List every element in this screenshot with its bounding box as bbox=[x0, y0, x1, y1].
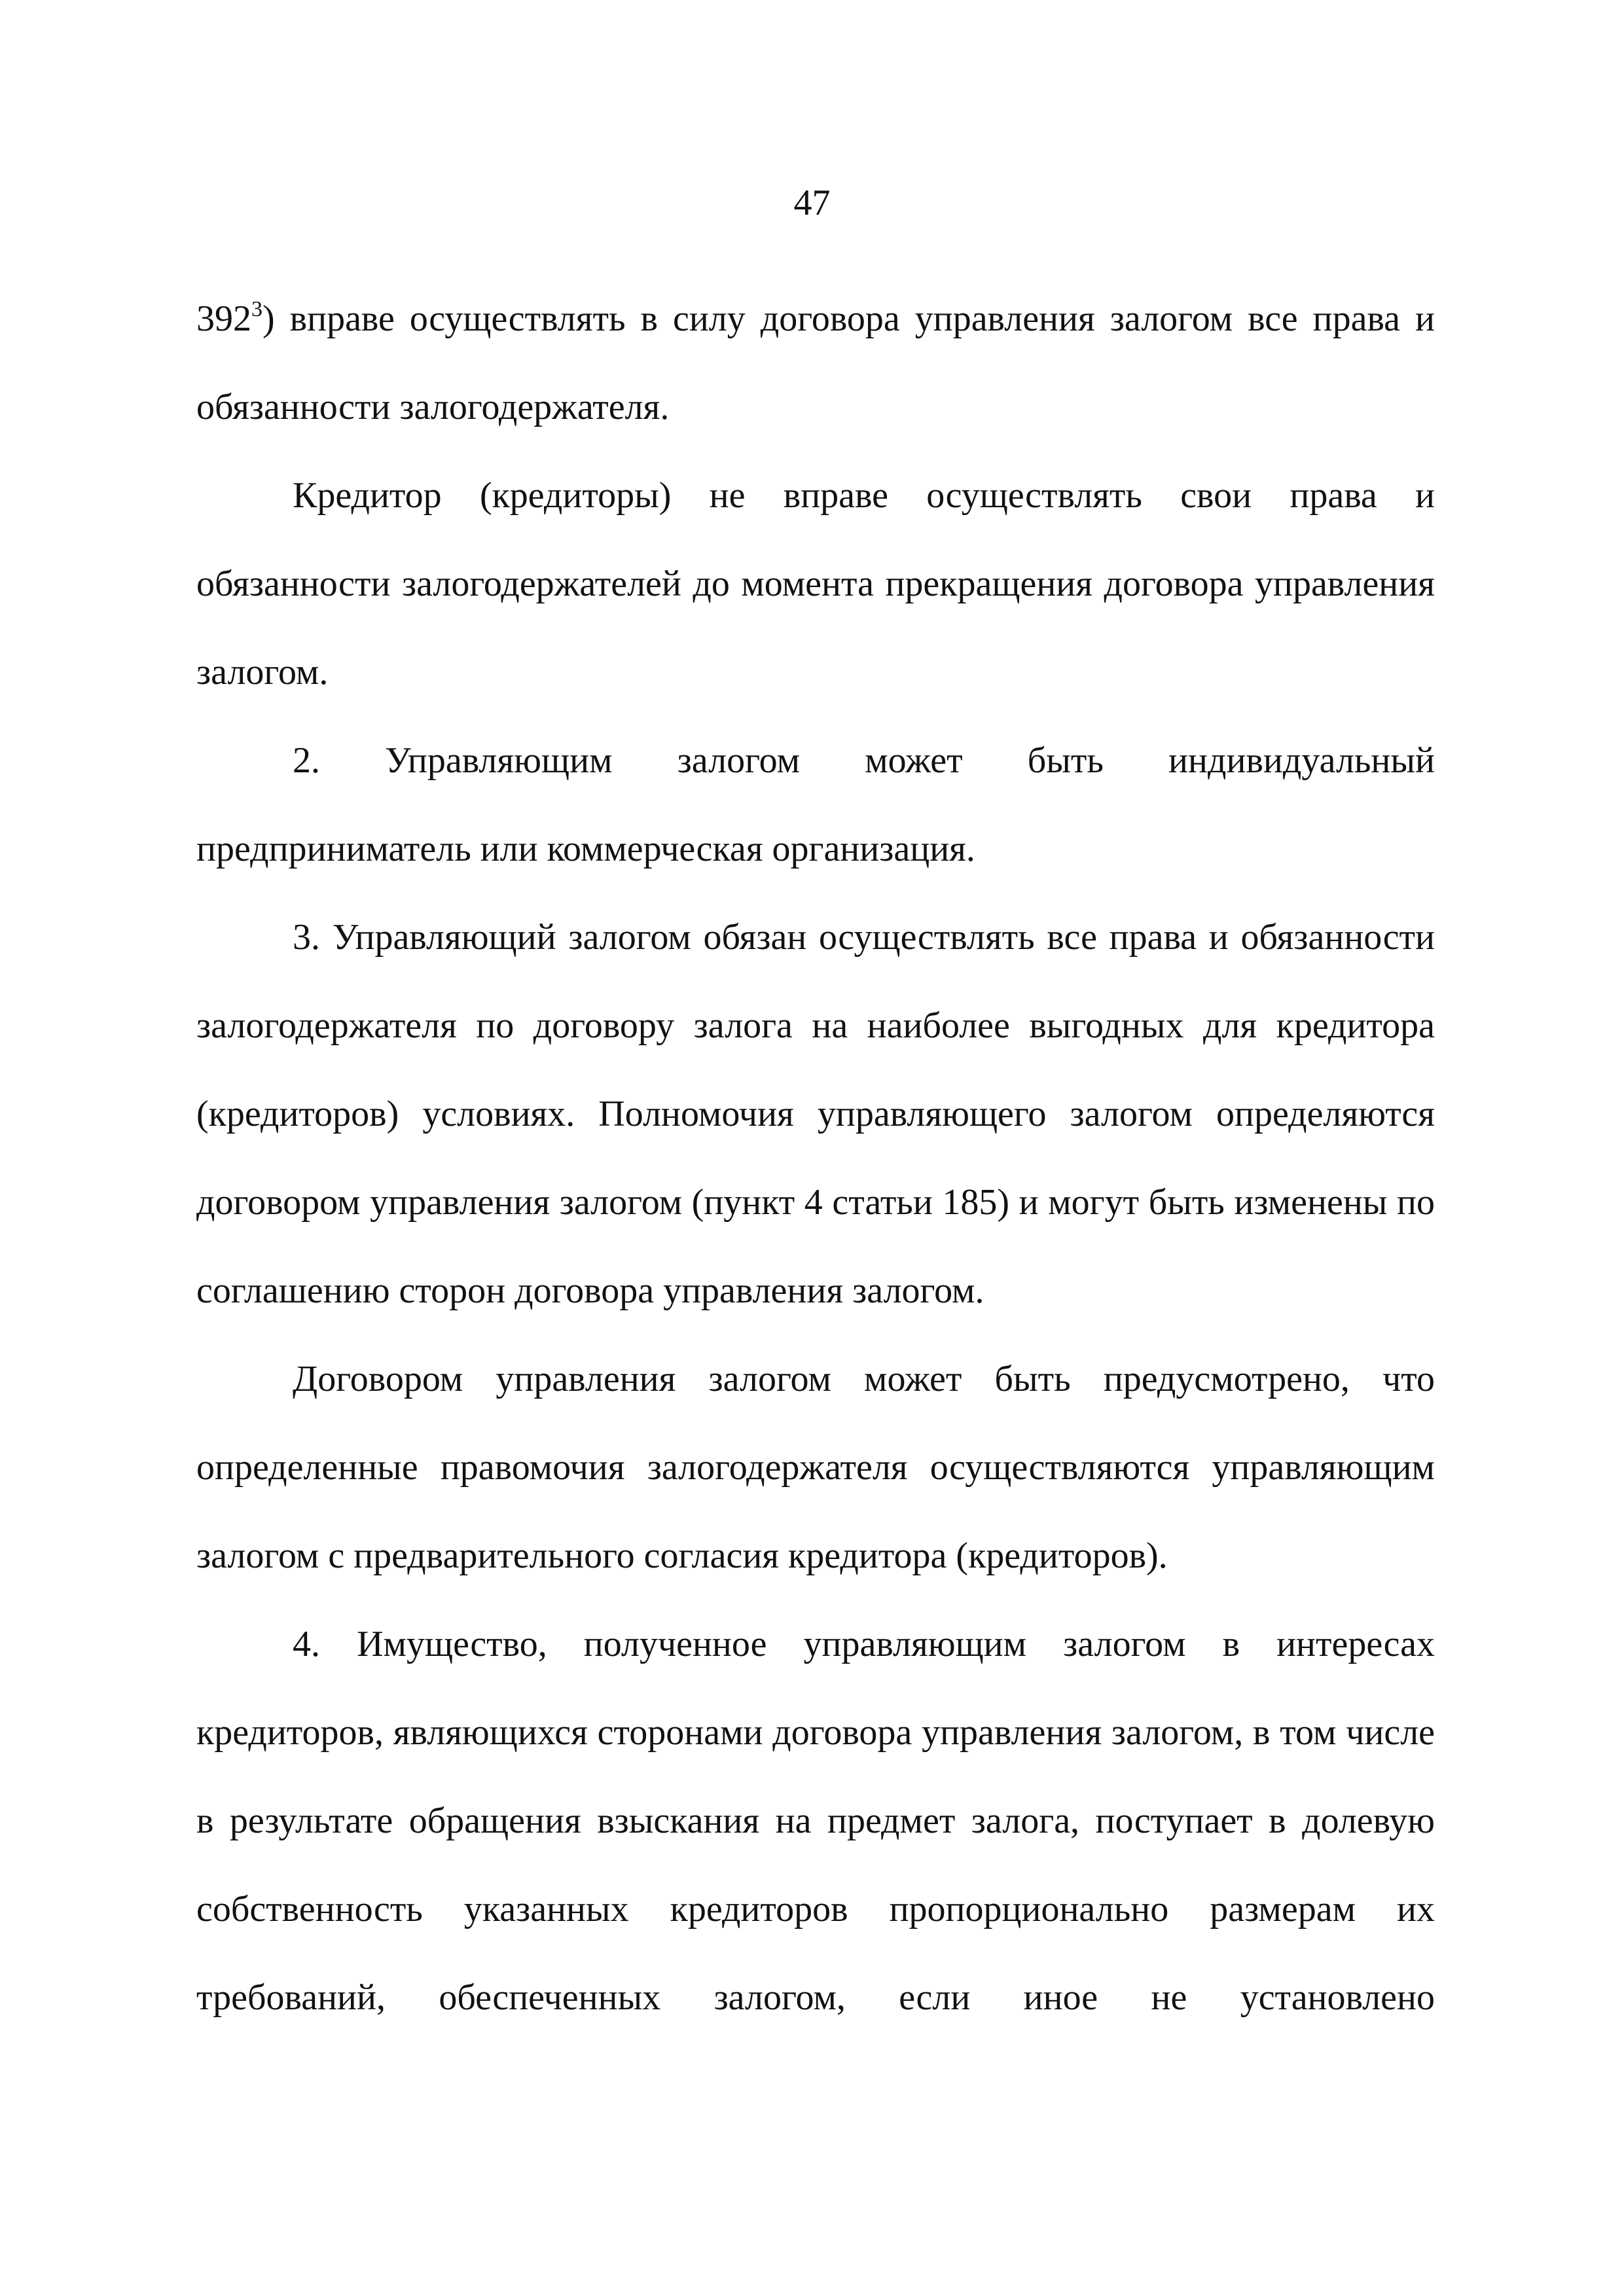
page-number: 47 bbox=[793, 183, 831, 223]
paragraph-1-text: ) вправе осуществлять в силу договора управления залогом все права и обязанности залогодержателя. bbox=[196, 298, 1435, 427]
article-superscript: 3 bbox=[251, 297, 262, 321]
paragraph-5: Договором управления залогом может быть предусмотрено, что определенные правомочия залогодержателя осуществляются управляющим залогом с предварительного согласия кредитора (кредиторов). bbox=[196, 1359, 1435, 1576]
paragraph-1 bbox=[196, 275, 1435, 452]
paragraph-2: Кредитор (кредиторы) не вправе осуществлять свои права и обязанности залогодержателей до момента прекращения договора управления залогом. bbox=[196, 475, 1435, 692]
paragraph-3: 2. Управляющим залогом может быть индивидуальный предприниматель или коммерческая организация. bbox=[196, 740, 1435, 869]
paragraph-6: 4. Имущество, полученное управляющим залогом в интересах кредиторов, являющихся сторонами договора управления залогом, в том числе в результате обращения взыскания на предмет залога, поступает в долевую собственность указанных кредиторов пропорционально размерам их требований, обеспеченных залогом, если иное не установлено bbox=[196, 1624, 1435, 2018]
paragraph-4: 3. Управляющий залогом обязан осуществлять все права и обязанности залогодержателя по договору залога на наиболее выгодных для кредитора (кредиторов) условиях. Полномочия управляющего залогом определяются договором управления залогом (пункт 4 статьи 185) и могут быть изменены по соглашению сторон договора управления залогом. bbox=[196, 917, 1435, 1311]
document-body bbox=[196, 275, 1435, 2042]
article-number: 392 bbox=[196, 298, 251, 339]
